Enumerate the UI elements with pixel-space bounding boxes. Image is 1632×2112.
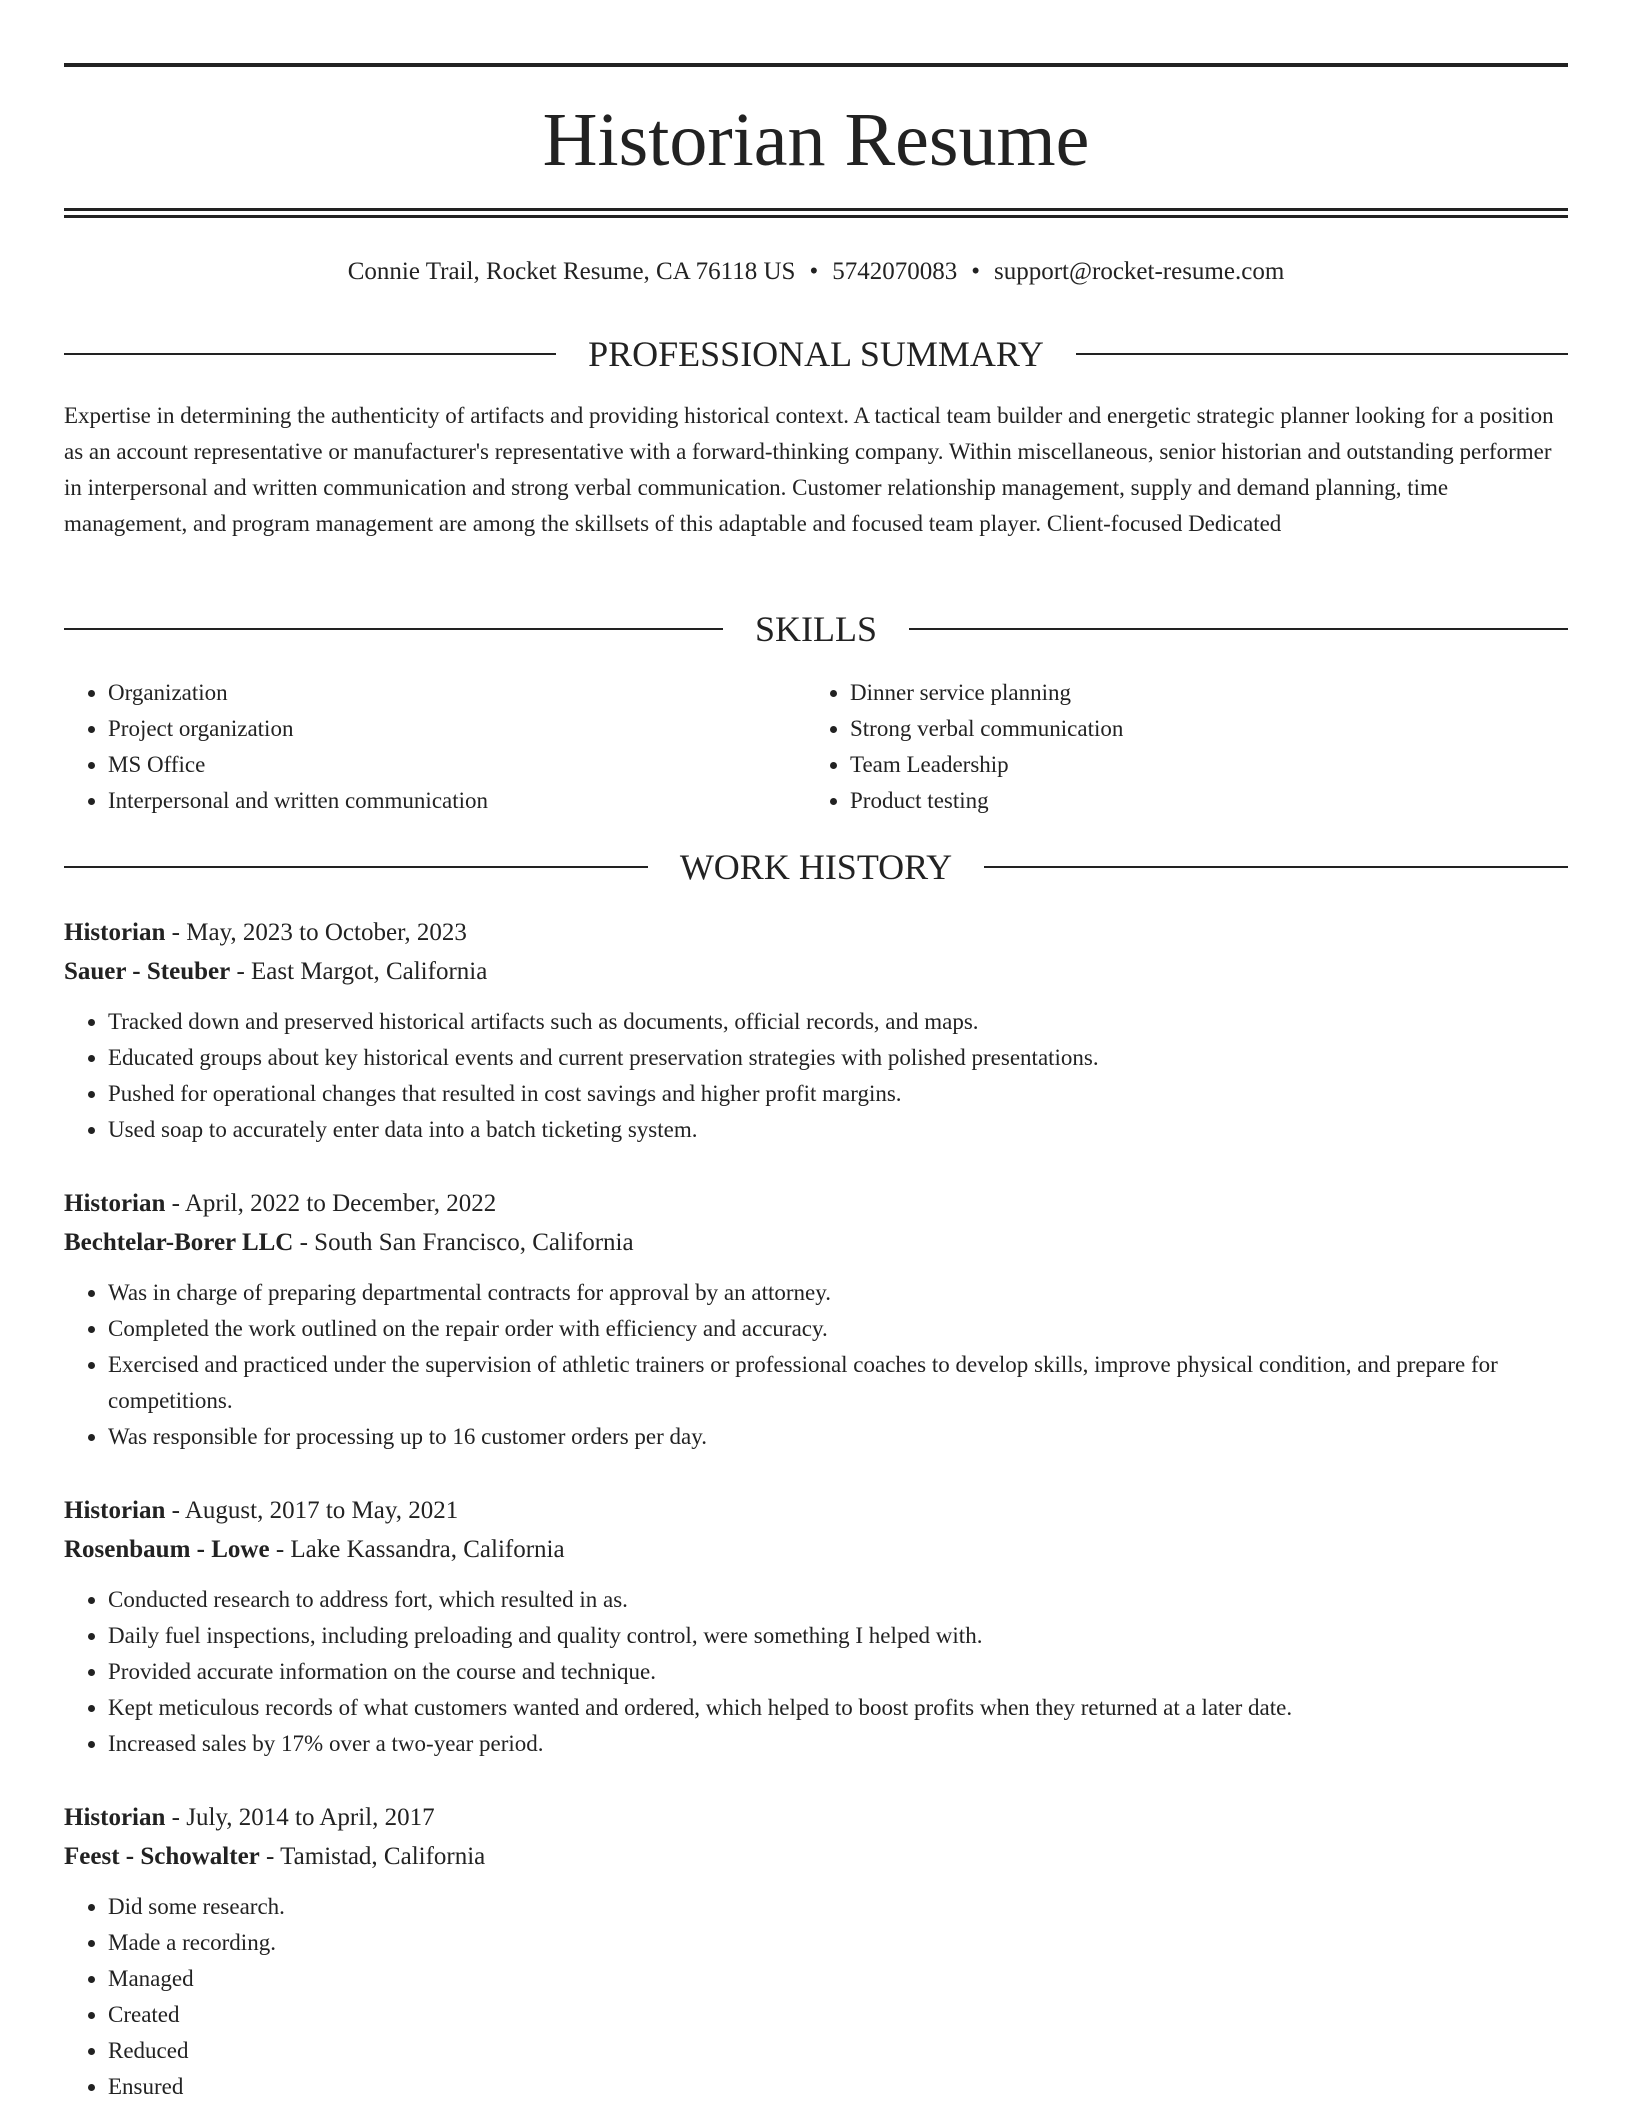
job-bullet: • Did some research. — [108, 1889, 1568, 1925]
skill-item: • Team Leadership — [850, 747, 1566, 783]
heading-rule — [1076, 353, 1568, 355]
job-bullet: • Used soap to accurately enter data into a batch ticketing system. — [108, 1112, 1568, 1148]
job-location: - South San Francisco, California — [293, 1229, 634, 1256]
skill-item: • Interpersonal and written communication — [108, 783, 764, 819]
skills-heading-label: SKILLS — [755, 609, 878, 649]
heading-rule — [64, 866, 648, 868]
contact-email[interactable]: support@rocket-resume.com — [993, 258, 1285, 285]
skills-list-left — [64, 675, 764, 819]
job-bullet: • Was responsible for processing up to 16 customer orders per day. — [108, 1419, 1568, 1455]
resume-title: Historian Resume — [542, 98, 1090, 182]
job-location: - Lake Kassandra, California — [269, 1536, 565, 1563]
skill-item: • MS Office — [108, 747, 764, 783]
job-bullet: • Exercised and practiced under the supervision of athletic trainers or professional coaches to develop skills, improve physical condition, and prepare for competitions. — [108, 1347, 1568, 1419]
job-bullet: • Completed the work outlined on the repair order with efficiency and accuracy. — [108, 1311, 1568, 1347]
job-role-line — [64, 1184, 1568, 1223]
job-bullet: • Pushed for operational changes that resulted in cost savings and higher profit margins. — [108, 1076, 1568, 1112]
job-bullet: • Educated groups about key historical events and current preservation strategies with polished presentations. — [108, 1040, 1568, 1076]
job-dates: - May, 2023 to October, 2023 — [165, 919, 467, 946]
contact-address: Connie Trail, Rocket Resume, CA 76118 US — [347, 258, 796, 285]
job-bullet: • Daily fuel inspections, including preloading and quality control, were something I helped with. — [108, 1618, 1568, 1654]
job-bullet: • Created — [108, 1997, 1568, 2033]
job-entry — [64, 1184, 1568, 1455]
top-rule — [64, 63, 1568, 67]
title-rule-lower — [64, 215, 1568, 218]
job-company: Sauer - Steuber — [64, 958, 231, 985]
job-entry — [64, 1491, 1568, 1762]
skill-item: • Dinner service planning — [850, 675, 1566, 711]
job-dates: - April, 2022 to December, 2022 — [165, 1190, 497, 1217]
job-bullet: • Kept meticulous records of what customers wanted and ordered, which helped to boost profits when they returned at a later date. — [108, 1690, 1568, 1726]
job-role-line — [64, 913, 1568, 952]
job-company-line — [64, 952, 1568, 991]
skills-heading — [64, 609, 1568, 649]
job-company: Bechtelar-Borer LLC — [64, 1229, 294, 1256]
heading-rule — [909, 628, 1568, 630]
skills-list-right — [806, 675, 1566, 819]
summary-heading-label: PROFESSIONAL SUMMARY — [588, 334, 1044, 374]
job-title: Historian — [64, 1804, 166, 1831]
job-title: Historian — [64, 919, 166, 946]
job-dates: - August, 2017 to May, 2021 — [165, 1497, 459, 1524]
job-company-line — [64, 1223, 1568, 1262]
work-heading-label: WORK HISTORY — [679, 847, 953, 887]
skill-item: • Product testing — [850, 783, 1566, 819]
job-bullet: • Made a recording. — [108, 1925, 1568, 1961]
job-title: Historian — [64, 1190, 166, 1217]
job-bullet: • Conducted research to address fort, which resulted in as. — [108, 1582, 1568, 1618]
job-bullet: • Tracked down and preserved historical artifacts such as documents, official records, and maps. — [108, 1004, 1568, 1040]
job-location: - Tamistad, California — [259, 1843, 486, 1870]
heading-rule — [984, 866, 1568, 868]
summary-heading — [64, 334, 1568, 374]
contact-separator: • — [971, 258, 980, 285]
contact-line — [64, 254, 1568, 290]
job-entry — [64, 913, 1568, 1148]
job-role-line — [64, 1798, 1568, 1837]
summary-text: Expertise in determining the authenticity of artifacts and providing historical context. A tactical team builder and energetic strategic planner looking for a position as an account representative or manufacturer's representative with a forward-thinking company. Within miscellaneous, senior historian and outstanding performer in interpersonal and written communication and strong verbal communication. Customer relationship management, supply and demand planning, time management, and program management are among the skillsets of this adaptable and focused team player. Client-focused Dedicated — [64, 403, 1554, 536]
title-rule-upper — [64, 208, 1568, 211]
job-bullet: • Provided accurate information on the course and technique. — [108, 1654, 1568, 1690]
job-title: Historian — [64, 1497, 166, 1524]
heading-rule — [64, 353, 556, 355]
contact-phone: 5742070083 — [832, 258, 958, 285]
heading-rule — [64, 628, 723, 630]
job-company-line — [64, 1837, 1568, 1876]
job-bullet: • Reduced — [108, 2033, 1568, 2069]
job-role-line — [64, 1491, 1568, 1530]
job-location: - East Margot, California — [230, 958, 488, 985]
job-bullet: • Increased sales by 17% over a two-year period. — [108, 1726, 1568, 1762]
job-bullet: • Was in charge of preparing departmental contracts for approval by an attorney. — [108, 1275, 1568, 1311]
job-bullet: • Ensured — [108, 2069, 1568, 2105]
skill-item: • Strong verbal communication — [850, 711, 1566, 747]
contact-separator: • — [809, 258, 819, 285]
skill-item: • Project organization — [108, 711, 764, 747]
job-company: Feest - Schowalter — [64, 1843, 260, 1870]
job-entry — [64, 1798, 1568, 2105]
work-heading — [64, 847, 1568, 887]
job-bullet: • Managed — [108, 1961, 1568, 1997]
job-company: Rosenbaum - Lowe — [64, 1536, 270, 1563]
skill-item: • Organization — [108, 675, 764, 711]
job-company-line — [64, 1530, 1568, 1569]
job-dates: - July, 2014 to April, 2017 — [165, 1804, 435, 1831]
